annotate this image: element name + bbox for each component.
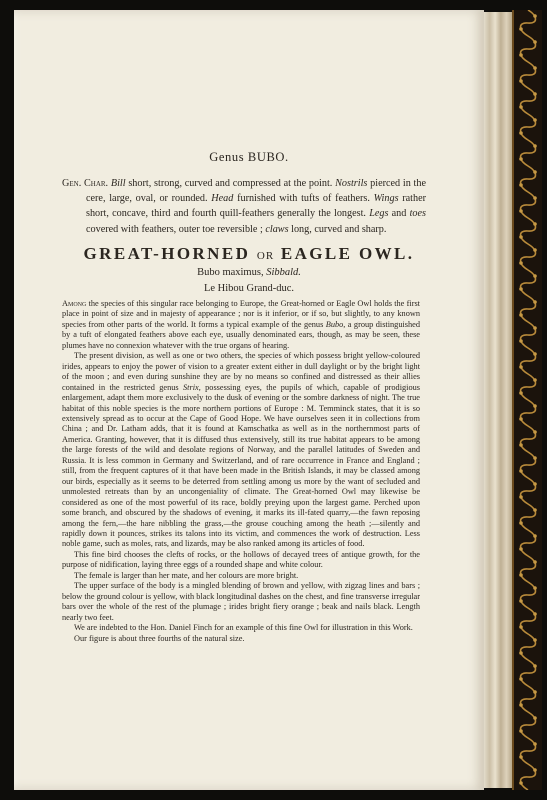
term-claws: claws [265,223,289,235]
page-edges [484,12,512,788]
genus-char-text: long, curved and sharp. [288,223,387,235]
paragraph-text: , possessing eyes, the pupils of which, capable of prodigious enlargement, adapt them more exclusively to the dusk of evening or the sombre darkness of night. The true habitat of this noble species is the more northern portions of Europe : M. Temminck states, that it is so extensively spread as to occur at the Cape of Good Hope. We have ourselves seen it in collections from China ; and Dr. Latham adds, that it is found at Kamschatka as well as in the northernmost parts of America. Granting, however, that it is diffused thus extensively, still its true habitat appears to be among the large forests of the wild and desolate regions of Norway, and the parallel latitudes of Sweden and Russia. It is less common in Germany and Switzerland, and of rare occurrence in France and England ; still, from the frequent captures of it that have been made in the British Islands, it may be classed among our birds, especially as it seems to be deterred from settling among us more by the want of secluded and unmolested retreats than by an uncongeniality of climate. The Great-horned Owl may likewise be considered as one of the most powerful of its race, boldly preying upon the largest game. Perched upon some branch, and obscured by the shadows of evening, it marks its ill-fated quarry,—the fawn reposing among the fern,—the hare nibbling the grass,—the grouse couching among the heath ;—silently and rapidly down it pounces, strikes its talons into its victim, and commences the work of destruction. Less noble game, such as moles, rats, and lizards, may be also ranked among its articles of food. [62,382,420,549]
paragraph-text: the species of this singular race belonging to Europe, the Great-horned or Eagle Owl holds the first place in point of size and in majesty of appearance ; nor is it inferior, or if so, but slightly, to any known species from other parts of the world. It forms a typical example of the genus [62,299,420,329]
latin-author: Sibbald. [266,267,301,278]
genus-char-text: rather short, concave, third and fourth quill-feathers generally the longest. [86,193,426,220]
term-legs: Legs [369,208,389,220]
paragraph: The female is larger than her mate, and her colours are more bright. [74,570,299,580]
paragraph-text: The present division, as well as one or two others, the species of which possess bright yellow-coloured irides, appears to enjoy the power of vision to a greater extent either in dull daylight or by the bright light of the moon ; and even during sunshine they are by no means so confined and distressed as their allies contained in the restricted genus [62,351,420,392]
species-title [14,244,484,264]
term-bubo: Bubo [325,319,344,329]
genus-char-text: and [388,208,410,220]
species-name-primary: GREAT-HORNED [83,244,251,263]
latin-name [14,267,484,278]
latin-binomial: Bubo maximus, [197,267,267,278]
species-description [62,299,420,644]
paragraph: The upper surface of the body is a mingled blending of brown and yellow, with zigzag lines and bars ; below the ground colour is yellow, with black longitudinal dashes on the chest, and fine transverse irregular bars over the whole of the rest of the plumage ; irides bright fiery orange ; beak and nails black. Length nearly two feet. [62,581,420,622]
book-page [14,10,484,790]
term-bill: Bill [110,178,126,189]
term-toes: toes [409,208,426,220]
genus-characters [62,176,426,237]
genus-char-text: pierced in the cere, large, oval, or rounded. [86,178,426,205]
term-nostrils: Nostrils [335,178,368,189]
gilt-tooled-border [512,10,542,790]
gilt-pattern [514,10,542,790]
paragraph: This fine bird chooses the clefts of rocks, or the hollows of decayed trees of antique growth, for the purpose of nidification, laying three eggs of a rounded shape and white colour. [62,549,420,570]
paragraph: We are indebted to the Hon. Daniel Finch for an example of this fine Owl for illustration in this Work. [74,623,413,633]
species-name-alt: EAGLE OWL. [280,244,415,263]
genus-char-text: furnished with tufts of feathers. [233,193,374,205]
genus-title: Genus BUBO. [209,150,289,164]
paragraph-text: , a group distinguished by a tuft of elongated feathers above each eye, usually denominated ears, though, as may be seen, these plumes have no connexion whatever with the true organs of hearing. [62,319,420,350]
paragraph: Our figure is about three fourths of the natural size. [74,633,245,643]
paragraph [62,351,420,550]
genus-char-text: short, strong, curved and compressed at the point. [125,178,336,189]
species-name-or: OR [256,250,275,262]
term-strix: Strix [183,382,199,392]
french-name: Le Hibou Grand-duc. [203,283,295,294]
genus-char-text: covered with feathers, outer toe reversible ; [86,223,266,235]
paragraph [62,299,420,351]
term-wings: Wings [373,193,399,205]
paragraph-lead-word: Among [62,299,87,308]
term-head: Head [211,193,234,205]
genus-char-label: Gen. Char. [62,178,109,189]
